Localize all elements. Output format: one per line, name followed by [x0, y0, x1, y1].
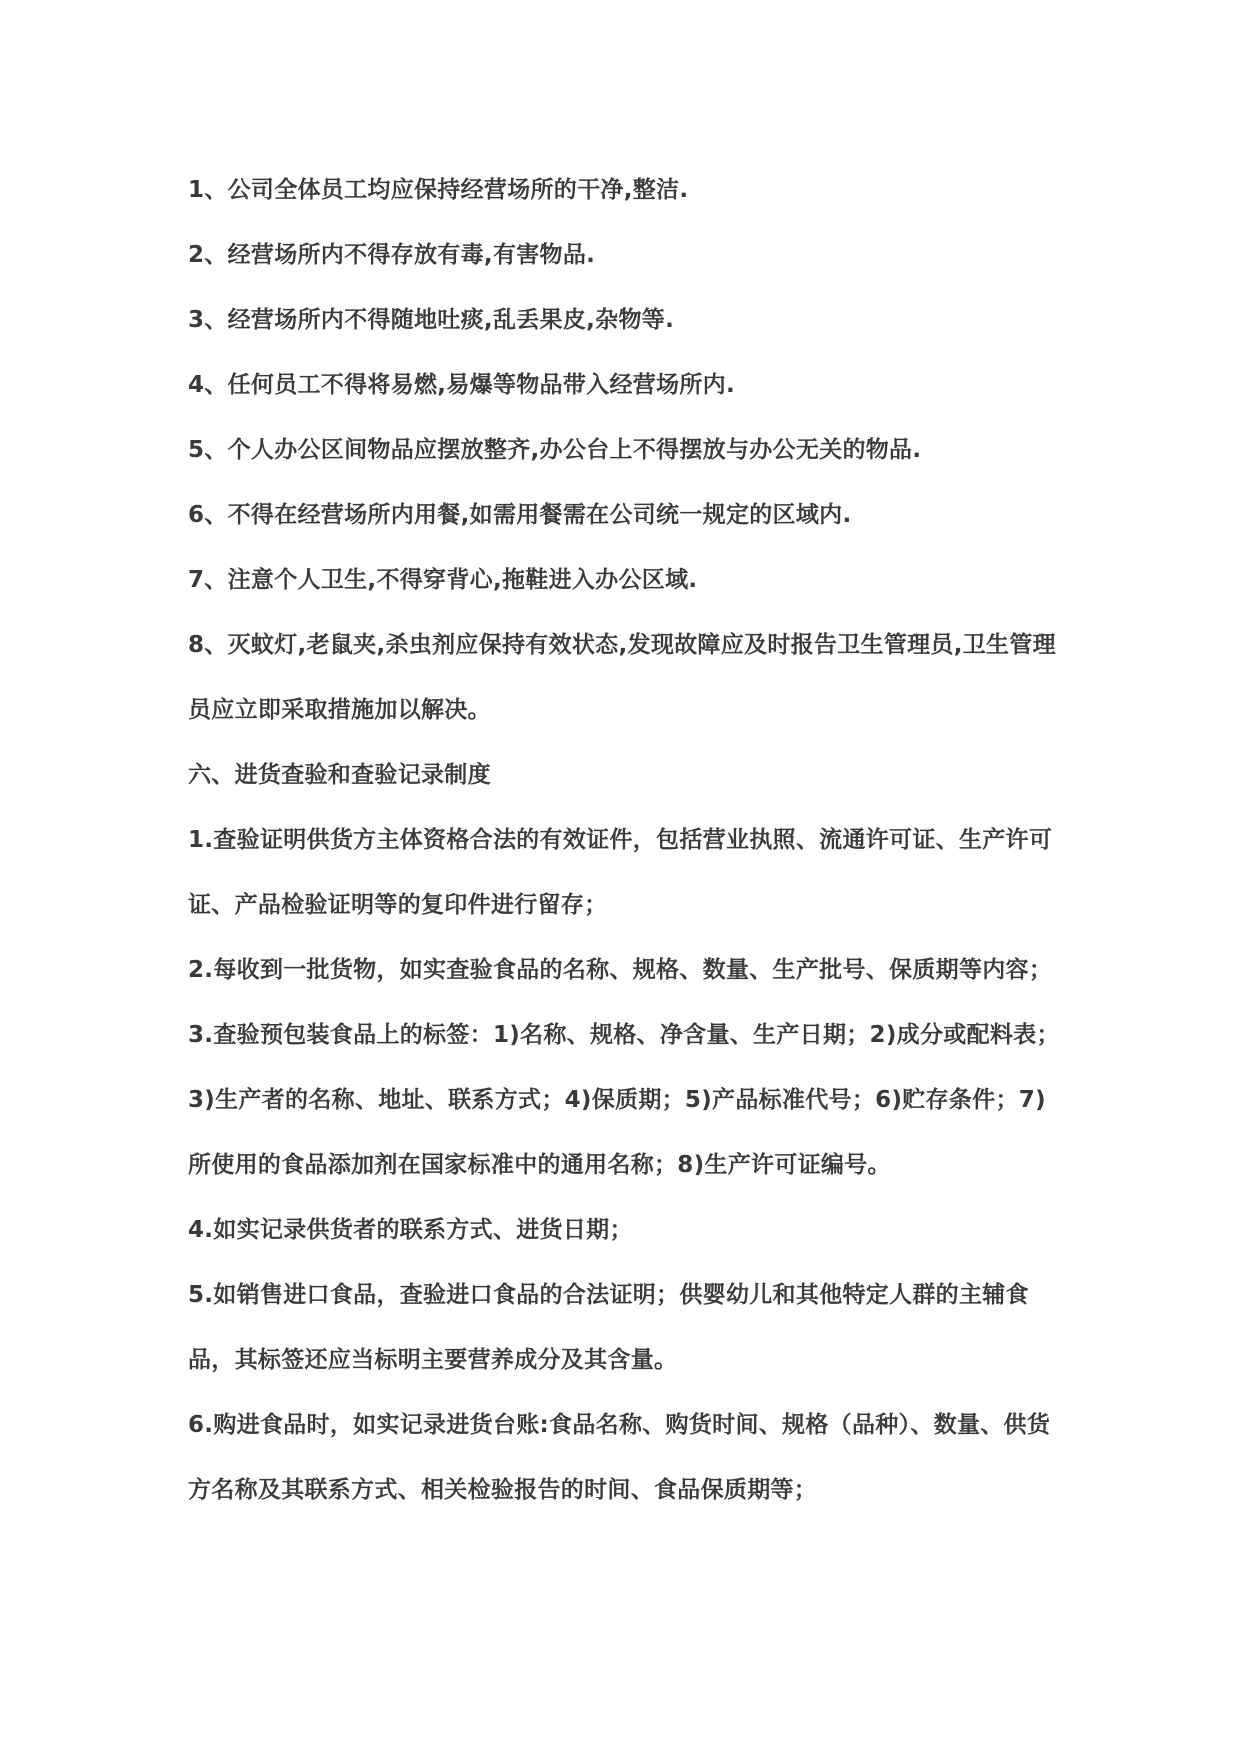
rule-item-1: 1、公司全体员工均应保持经营场所的干净,整洁.	[188, 177, 689, 203]
inspection-item-4: 4.如实记录供货者的联系方式、进货日期；	[188, 1217, 633, 1243]
rule-item-7: 7、注意个人卫生,不得穿背心,拖鞋进入办公区域.	[188, 567, 698, 593]
document-body	[188, 158, 1068, 1523]
inspection-item-2: 2.每收到一批货物，如实查验食品的名称、规格、数量、生产批号、保质期等内容；	[188, 957, 1053, 983]
rule-item-6: 6、不得在经营场所内用餐,如需用餐需在公司统一规定的区域内.	[188, 502, 852, 528]
inspection-item-6: 6.购进食品时，如实记录进货台账:食品名称、购货时间、规格（品种）、数量、供货方名称及其联系方式、相关检验报告的时间、食品保质期等；	[188, 1412, 1051, 1503]
rule-item-8: 8、灭蚊灯,老鼠夹,杀虫剂应保持有效状态,发现故障应及时报告卫生管理员,卫生管理员应立即采取措施加以解决。	[188, 632, 1056, 723]
section-heading: 六、进货查验和查验记录制度	[188, 762, 491, 788]
inspection-item-1: 1.查验证明供货方主体资格合法的有效证件，包括营业执照、流通许可证、生产许可证、产品检验证明等的复印件进行留存；	[188, 827, 1053, 918]
inspection-item-3: 3.查验预包装食品上的标签：1)名称、规格、净含量、生产日期；2)成分或配料表；3)生产者的名称、地址、联系方式；4)保质期；5)产品标准代号；6)贮存条件；7)所使用的食品添加剂在国家标准中的通用名称；8)生产许可证编号。	[188, 1022, 1060, 1178]
rule-item-5: 5、个人办公区间物品应摆放整齐,办公台上不得摆放与办公无关的物品.	[188, 437, 922, 463]
rule-item-3: 3、经营场所内不得随地吐痰,乱丢果皮,杂物等.	[188, 307, 675, 333]
rule-item-2: 2、经营场所内不得存放有毒,有害物品.	[188, 242, 596, 268]
rule-item-4: 4、任何员工不得将易燃,易爆等物品带入经营场所内.	[188, 372, 735, 398]
inspection-item-5: 5.如销售进口食品，查验进口食品的合法证明；供婴幼儿和其他特定人群的主辅食品，其标签还应当标明主要营养成分及其含量。	[188, 1282, 1029, 1373]
